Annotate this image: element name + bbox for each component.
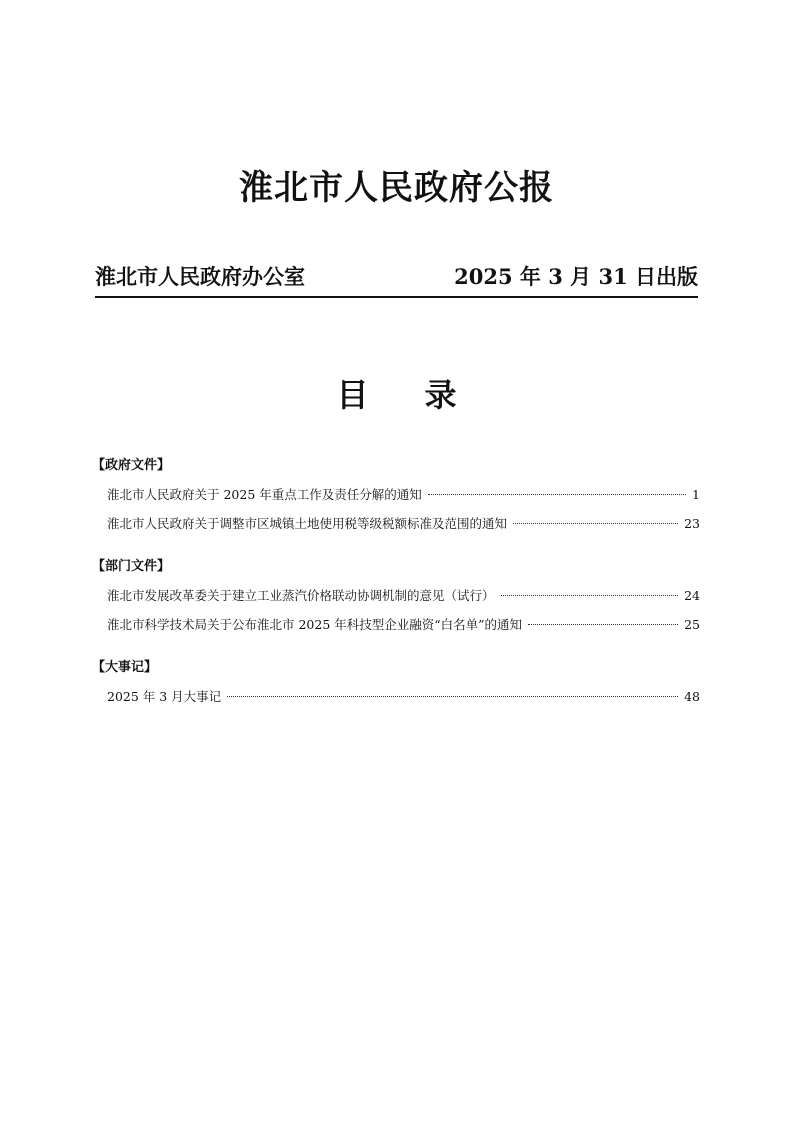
toc-entry-page: 25 <box>684 617 700 632</box>
toc-entry[interactable] <box>92 688 700 706</box>
toc-entry-label: 淮北市发展改革委关于建立工业蒸汽价格联动协调机制的意见（试行） <box>107 588 495 603</box>
toc-entry[interactable] <box>92 616 700 634</box>
toc-entry-label: 淮北市人民政府关于调整市区城镇土地使用税等级税额标准及范围的通知 <box>107 516 508 531</box>
publication-date: 2025 年 3 月 31 日出版 <box>454 264 698 289</box>
toc-entry[interactable] <box>92 515 700 533</box>
toc-entry-page: 24 <box>684 588 700 603</box>
section-title: 【部门文件】 <box>92 559 171 574</box>
toc-section-government-documents <box>92 456 700 533</box>
issuer-row <box>95 262 698 298</box>
toc-entry[interactable] <box>92 587 700 605</box>
toc-entry-label: 2025 年 3 月大事记 <box>107 689 222 704</box>
table-of-contents <box>92 456 700 730</box>
section-title: 【大事记】 <box>92 660 158 675</box>
bulletin-title: 淮北市人民政府公报 <box>239 168 554 208</box>
toc-section-chronicle <box>92 658 700 706</box>
toc-entry-page: 23 <box>684 516 700 531</box>
toc-entry-page: 1 <box>692 487 700 502</box>
toc-heading: 目录 <box>336 376 513 414</box>
dot-leader <box>528 624 678 625</box>
toc-entry[interactable] <box>92 486 700 504</box>
dot-leader <box>513 523 678 524</box>
toc-entry-page: 48 <box>684 689 700 704</box>
toc-section-department-documents <box>92 557 700 634</box>
toc-entry-label: 淮北市人民政府关于 2025 年重点工作及责任分解的通知 <box>107 487 422 502</box>
section-title: 【政府文件】 <box>92 458 171 473</box>
dot-leader <box>227 696 678 697</box>
issuer-name: 淮北市人民政府办公室 <box>95 264 305 289</box>
toc-entry-label: 淮北市科学技术局关于公布淮北市 2025 年科技型企业融资“白名单”的通知 <box>107 617 523 632</box>
dot-leader <box>428 494 686 495</box>
dot-leader <box>501 595 679 596</box>
